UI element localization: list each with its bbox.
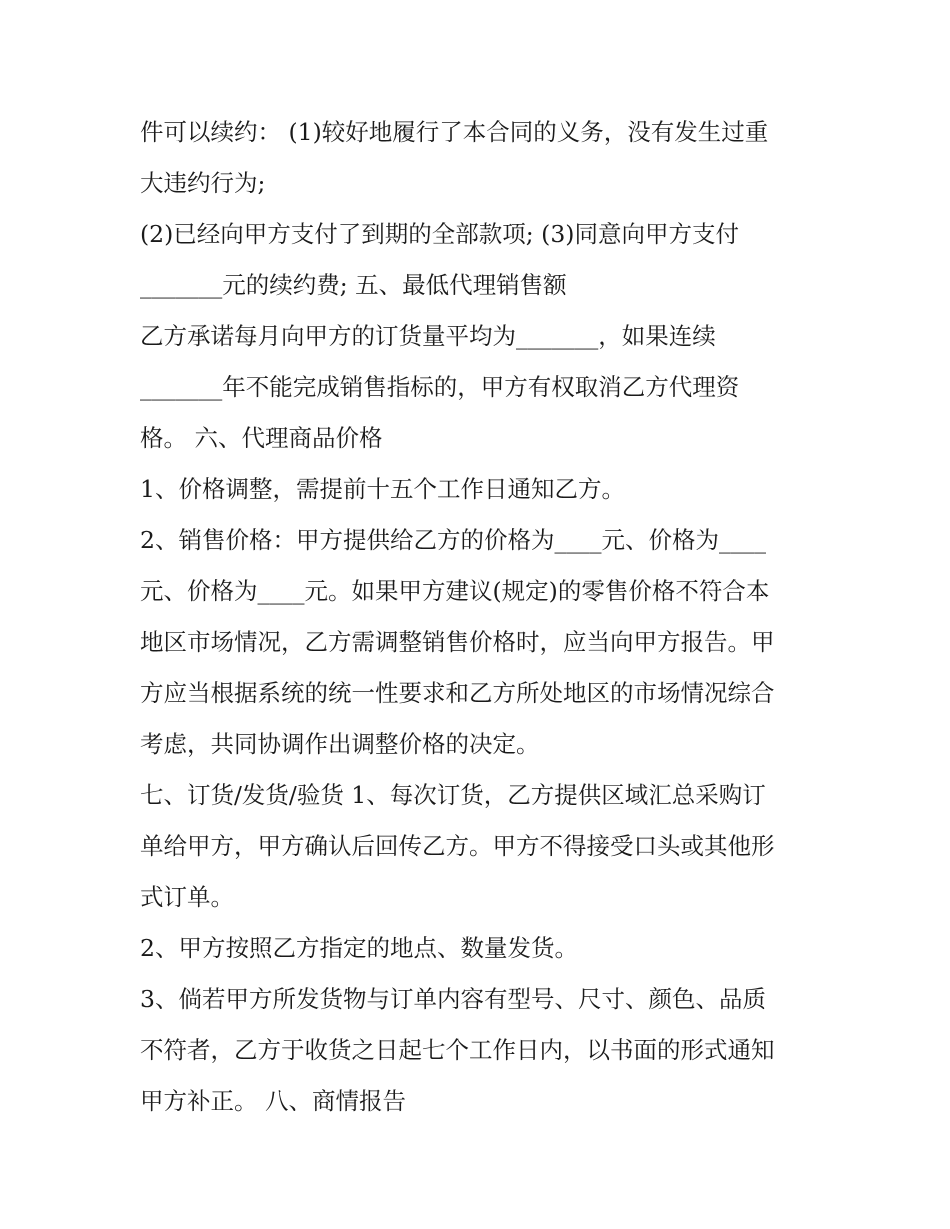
text-line: 格。 六、代理商品价格 [140,424,383,452]
text-line: 甲方补正。 八、商情报告 [140,1087,406,1115]
text-line: 考虑，共同协调作出调整价格的决定。 [140,730,540,758]
text-line: 3、倘若甲方所发货物与订单内容有型号、尺寸、颜色、品质 [140,985,766,1013]
text-line: 单给甲方，甲方确认后回传乙方。甲方不得接受口头或其他形 [140,832,775,860]
text-line: 2、销售价格：甲方提供给乙方的价格为____元、价格为____ [140,526,766,554]
text-line: 大违约行为; [140,169,266,197]
text-line: 方应当根据系统的统一性要求和乙方所处地区的市场情况综合 [140,679,775,707]
text-line: 七、订货/发货/验货 1、每次订货，乙方提供区域汇总采购订 [140,781,766,809]
contract-text-block [140,107,820,1127]
text-line: _______年不能完成销售指标的，甲方有权取消乙方代理资 [140,373,740,401]
text-line: 元、价格为____元。如果甲方建议(规定)的零售价格不符合本 [140,577,770,605]
text-line: 地区市场情况，乙方需调整销售价格时，应当向甲方报告。甲 [140,628,775,656]
text-line: 不符者，乙方于收货之日起七个工作日内，以书面的形式通知 [140,1036,775,1064]
text-line: 式订单。 [140,883,234,911]
text-line: _______元的续约费; 五、最低代理销售额 [140,271,567,299]
text-line: (2)已经向甲方支付了到期的全部款项; (3)同意向甲方支付 [140,220,739,248]
text-line: 1、价格调整，需提前十五个工作日通知乙方。 [140,475,625,503]
text-line: 2、甲方按照乙方指定的地点、数量发货。 [140,934,578,962]
text-line: 件可以续约： (1)较好地履行了本合同的义务，没有发生过重 [140,118,769,146]
text-line: 乙方承诺每月向甲方的订货量平均为_______，如果连续 [140,322,716,350]
